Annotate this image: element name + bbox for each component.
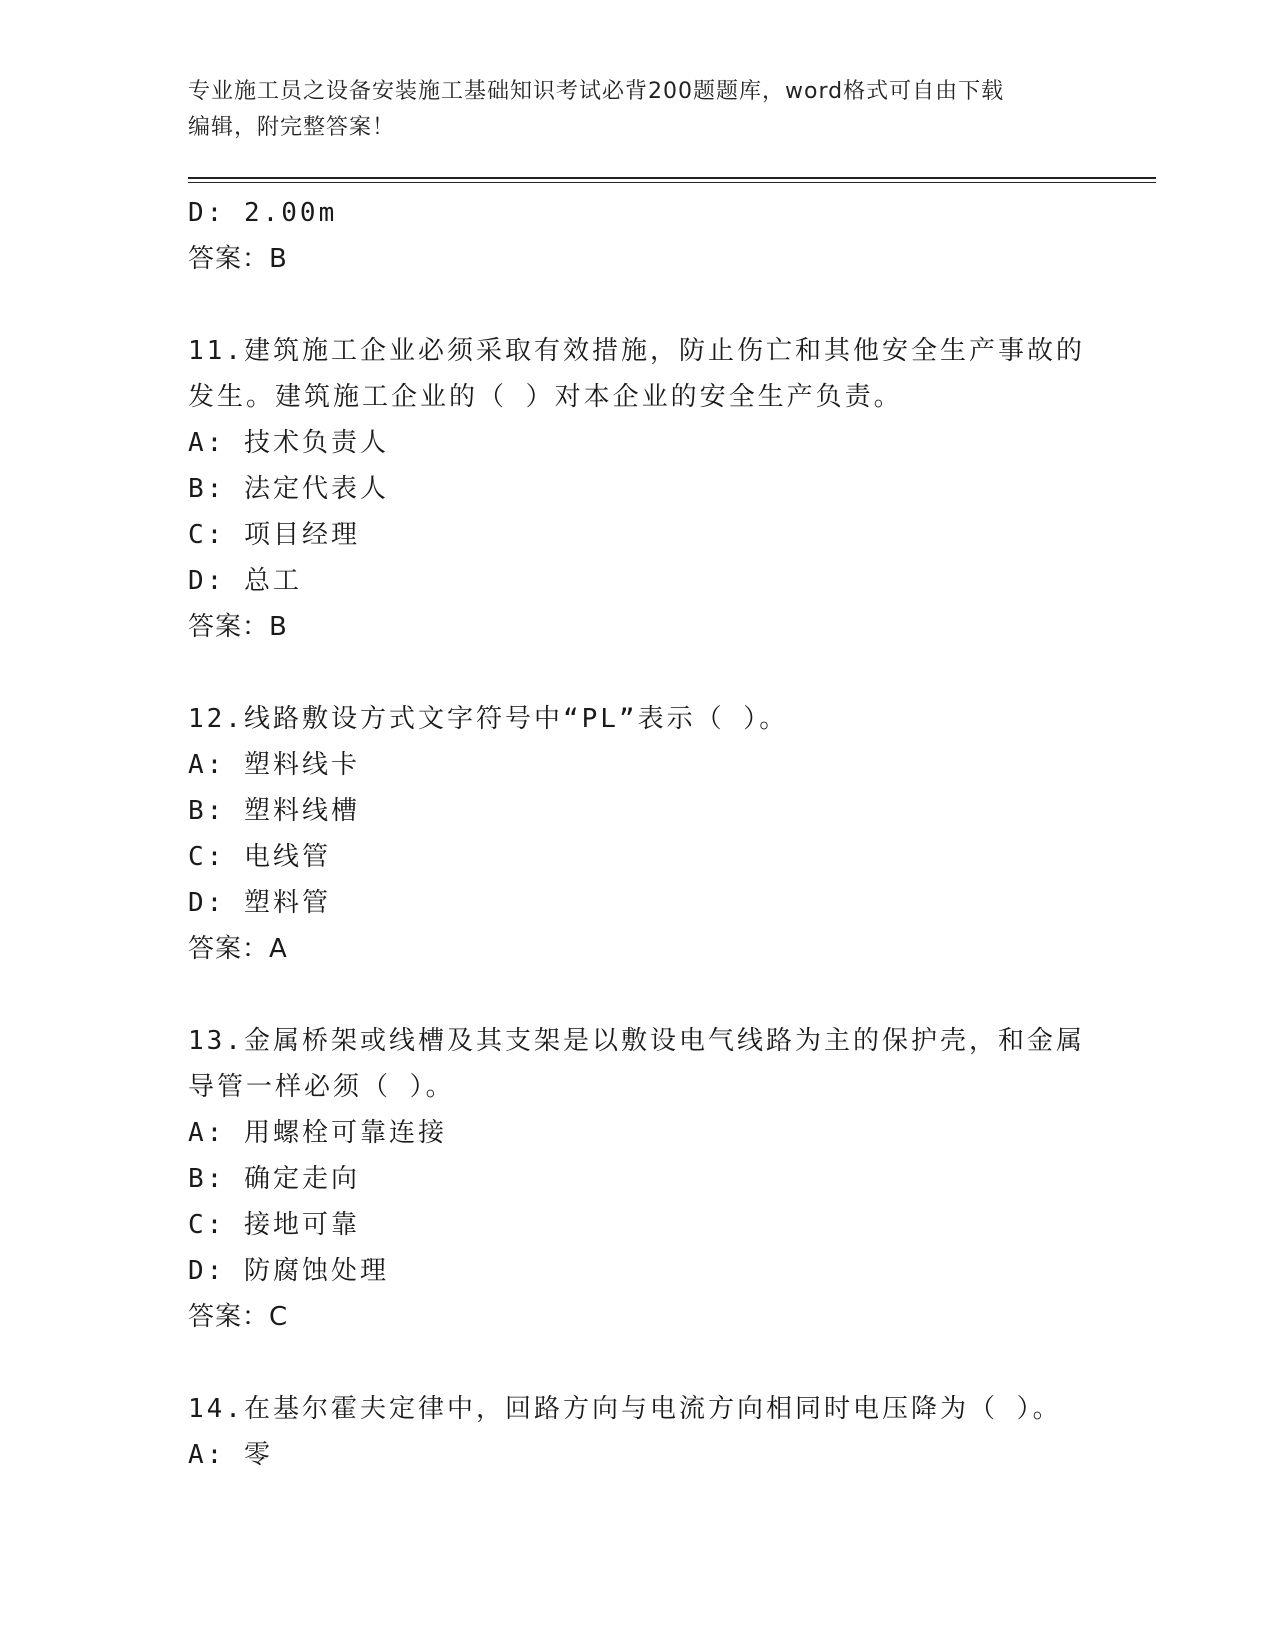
question-14 <box>188 1386 1088 1478</box>
option-c: C: 项目经理 <box>188 520 360 550</box>
answer-line: 答案：B <box>188 612 288 642</box>
question-stem-line-2: 导管一样必须（ ）。 <box>188 1072 455 1102</box>
question-stem-line-1: 12.线路敷设方式文字符号中“PL”表示（ ）。 <box>188 704 789 734</box>
option-b: B: 法定代表人 <box>188 474 389 504</box>
header-line-2: 编辑，附完整答案！ <box>188 115 396 140</box>
answer-line: 答案：A <box>188 934 288 964</box>
question-stem-line-1: 11.建筑施工企业必须采取有效措施，防止伤亡和其他安全生产事故的 <box>188 336 1085 366</box>
document-header <box>188 74 1078 146</box>
header-line-1: 专业施工员之设备安装施工基础知识考试必背200题题库，word格式可自由下载 <box>188 79 1005 104</box>
question-stem-line-2: 发生。建筑施工企业的（ ）对本企业的安全生产负责。 <box>188 382 903 412</box>
option-d: D: 塑料管 <box>188 888 331 918</box>
question-stem-line-1: 13.金属桥架或线槽及其支架是以敷设电气线路为主的保护壳，和金属 <box>188 1026 1085 1056</box>
header-divider-thick <box>188 177 1156 179</box>
option-d: D: 防腐蚀处理 <box>188 1256 389 1286</box>
option-d: D: 2.00m <box>188 198 338 228</box>
option-a: A: 零 <box>188 1440 273 1470</box>
option-d: D: 总工 <box>188 566 302 596</box>
option-a: A: 用螺栓可靠连接 <box>188 1118 447 1148</box>
question-12 <box>188 696 1088 972</box>
option-a: A: 技术负责人 <box>188 428 389 458</box>
question-content <box>188 190 1088 1478</box>
option-b: B: 塑料线槽 <box>188 796 360 826</box>
question-13 <box>188 1018 1088 1340</box>
question-stem-line-1: 14.在基尔霍夫定律中，回路方向与电流方向相同时电压降为（ ）。 <box>188 1394 1062 1424</box>
answer-line: 答案：B <box>188 244 288 274</box>
previous-question-tail <box>188 190 1088 282</box>
question-11 <box>188 328 1088 650</box>
option-c: C: 电线管 <box>188 842 331 872</box>
option-b: B: 确定走向 <box>188 1164 360 1194</box>
option-c: C: 接地可靠 <box>188 1210 360 1240</box>
option-a: A: 塑料线卡 <box>188 750 360 780</box>
answer-line: 答案：C <box>188 1302 289 1332</box>
header-divider-thin <box>188 182 1156 183</box>
